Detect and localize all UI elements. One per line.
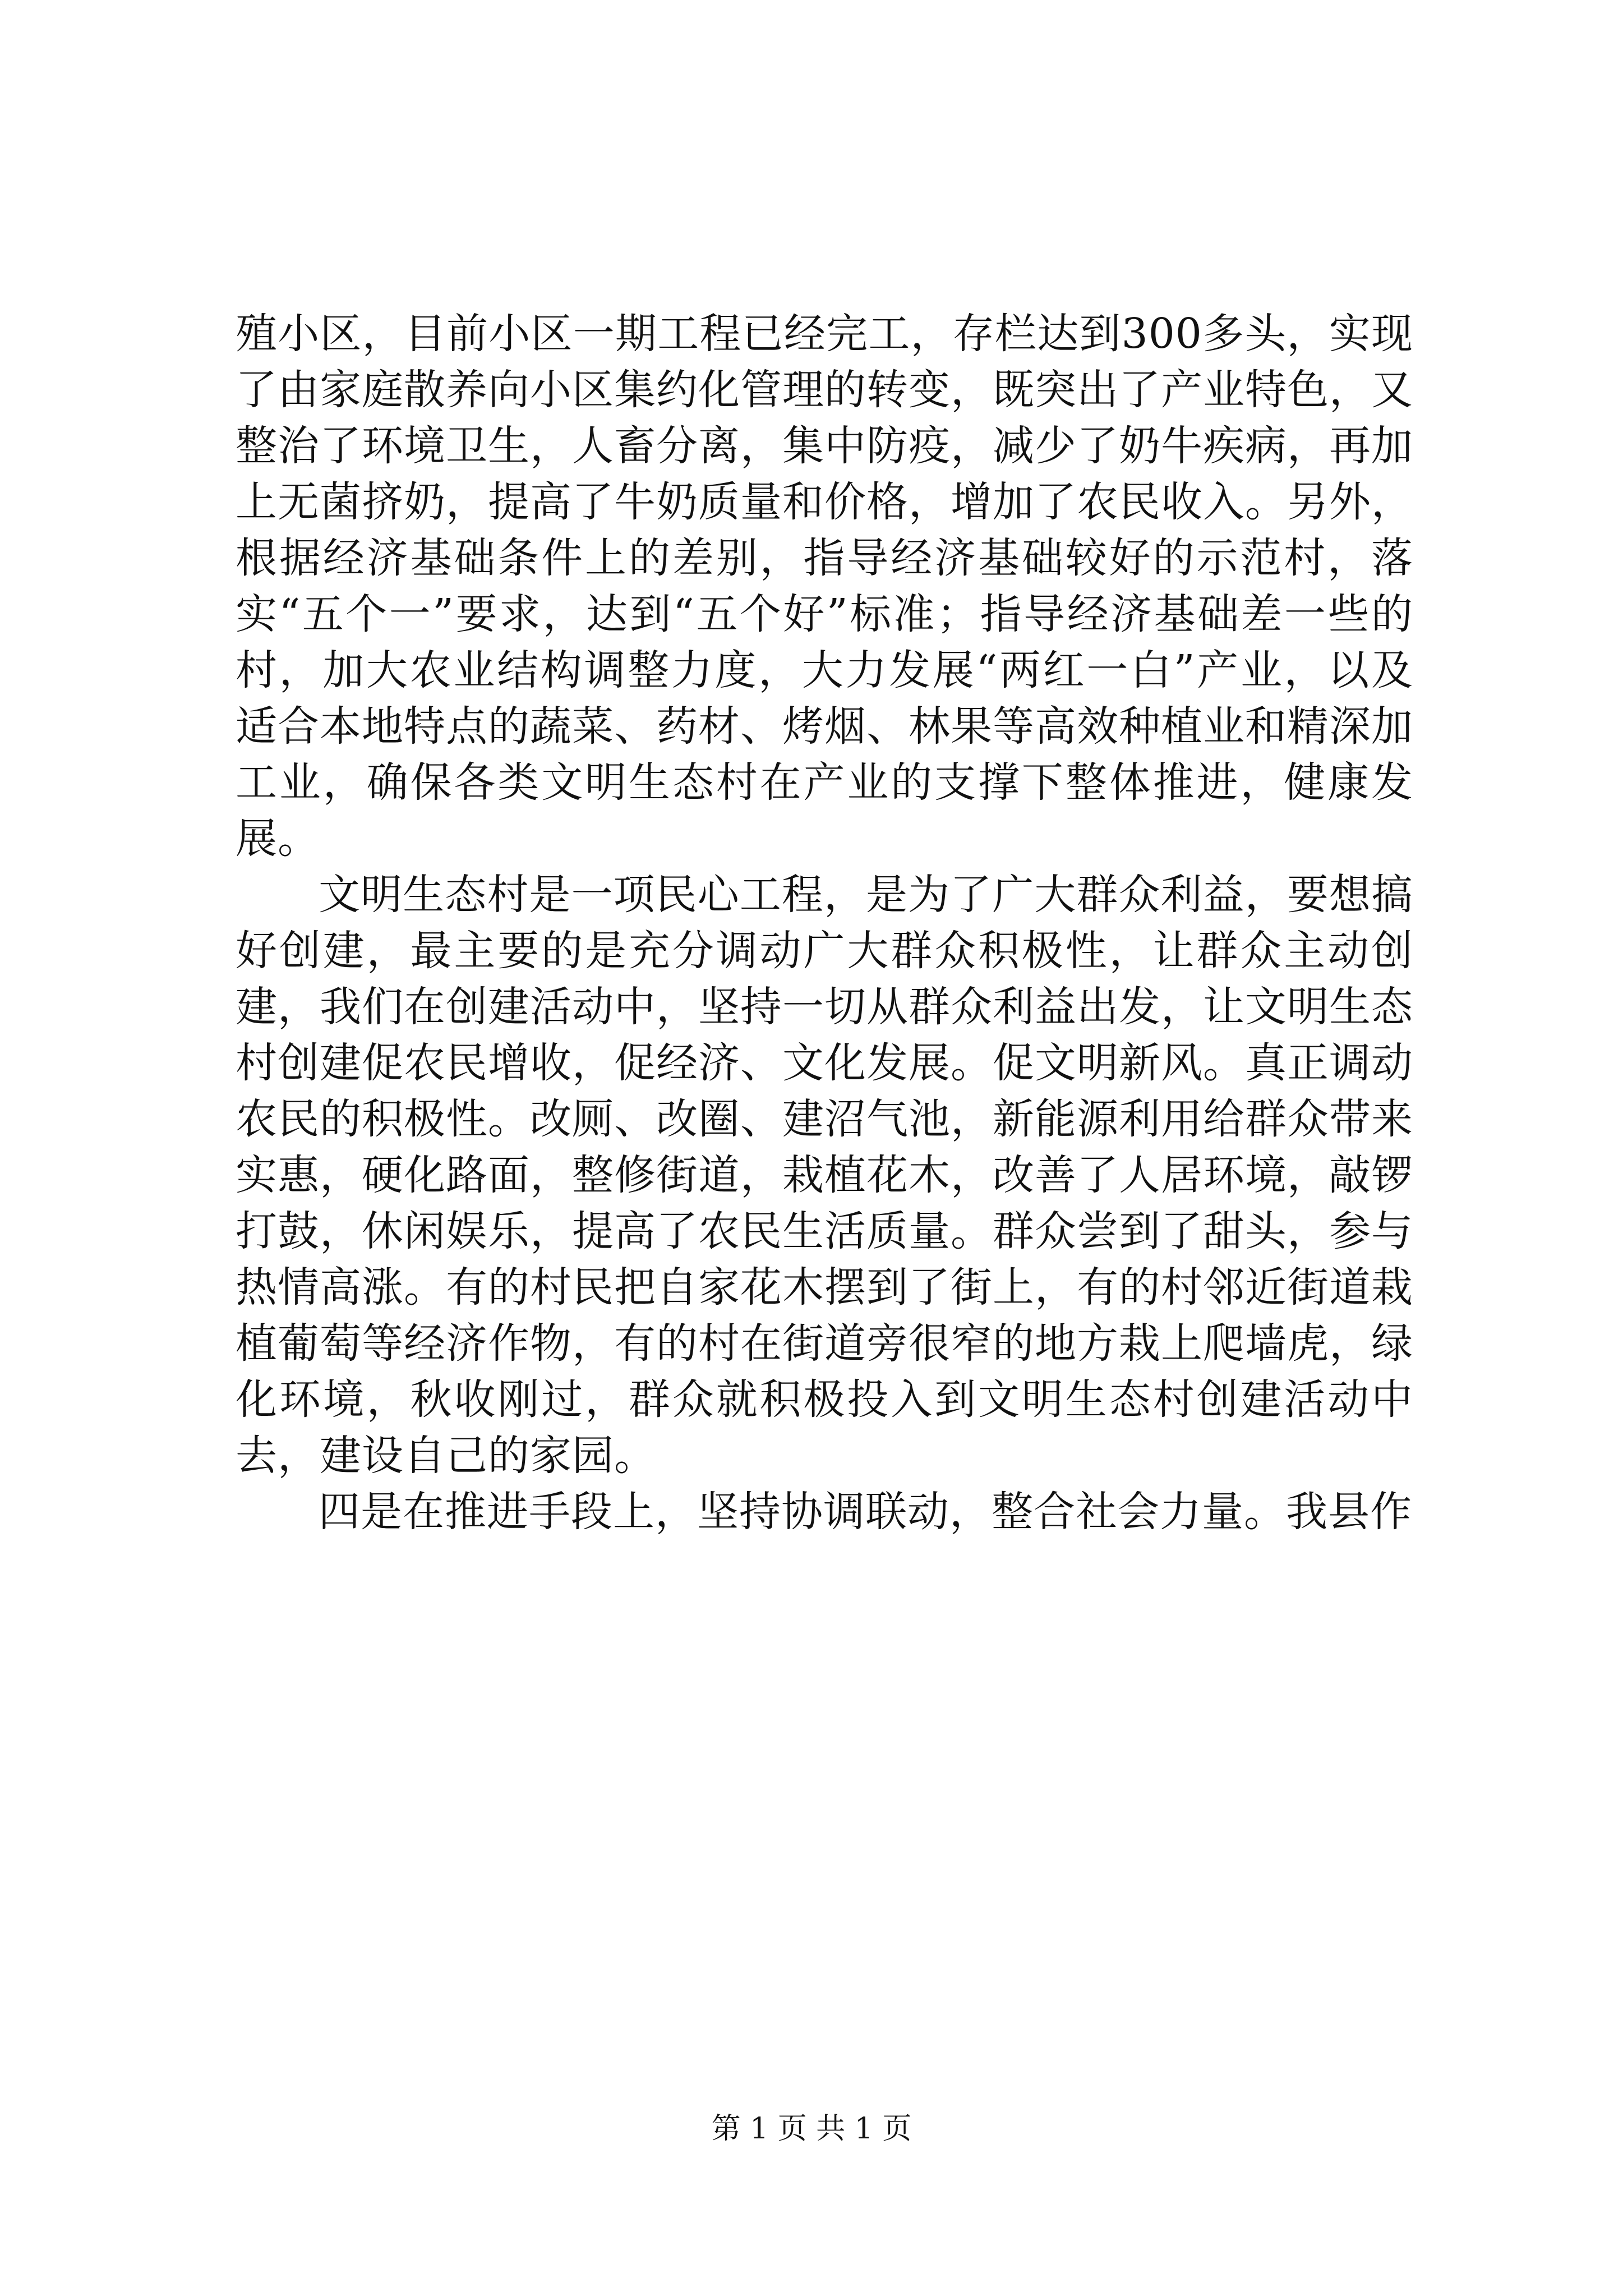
page-footer: 第 1 页 共 1 页 xyxy=(711,2112,912,2146)
paragraph-continuation: 殖小区，目前小区一期工程已经完工，存栏达到300多头，实现了由家庭散养向小区集约化管理的转变，既突出了产业特色，又整治了环境卫生，人畜分离，集中防疫，减少了奶牛疾病，再加上无菌挤奶，提高了牛奶质量和价格，增加了农民收入。另外，根据经济基础条件上的差别，指导经济基础较好的示范村，落实“五个一”要求，达到“五个好”标准；指导经济基础差一些的村，加大农业结构调整力度，大力发展“两红一白”产业，以及适合本地特点的蔬菜、药材、烤烟、林果等高效种植业和精深加工业，确保各类文明生态村在产业的支撑下整体推进，健康发展。 xyxy=(236,310,1413,863)
paragraph-civilization-ecological-village: 文明生态村是一项民心工程，是为了广大群众利益，要想搞好创建，最主要的是充分调动广大群众积极性，让群众主动创建，我们在创建活动中，坚持一切从群众利益出发，让文明生态村创建促农民增收，促经济、文化发展。促文明新风。真正调动农民的积极性。改厕、改圈、建沼气池，新能源利用给群众带来实惠，硬化路面，整修街道，栽植花木，改善了人居环境，敲锣打鼓，休闲娱乐，提高了农民生活质量。群众尝到了甜头，参与热情高涨。有的村民把自家花木摆到了街上，有的村邻近街道栽植葡萄等经济作物，有的村在街道旁很窄的地方栽上爬墙虎，绿化环境，秋收刚过，群众就积极投入到文明生态村创建活动中去，建设自己的家园。 xyxy=(236,871,1413,1480)
paragraph-point-four: 四是在推进手段上，坚持协调联动，整合社会力量。我县作 xyxy=(319,1488,1412,1536)
document-body xyxy=(236,306,1413,1540)
